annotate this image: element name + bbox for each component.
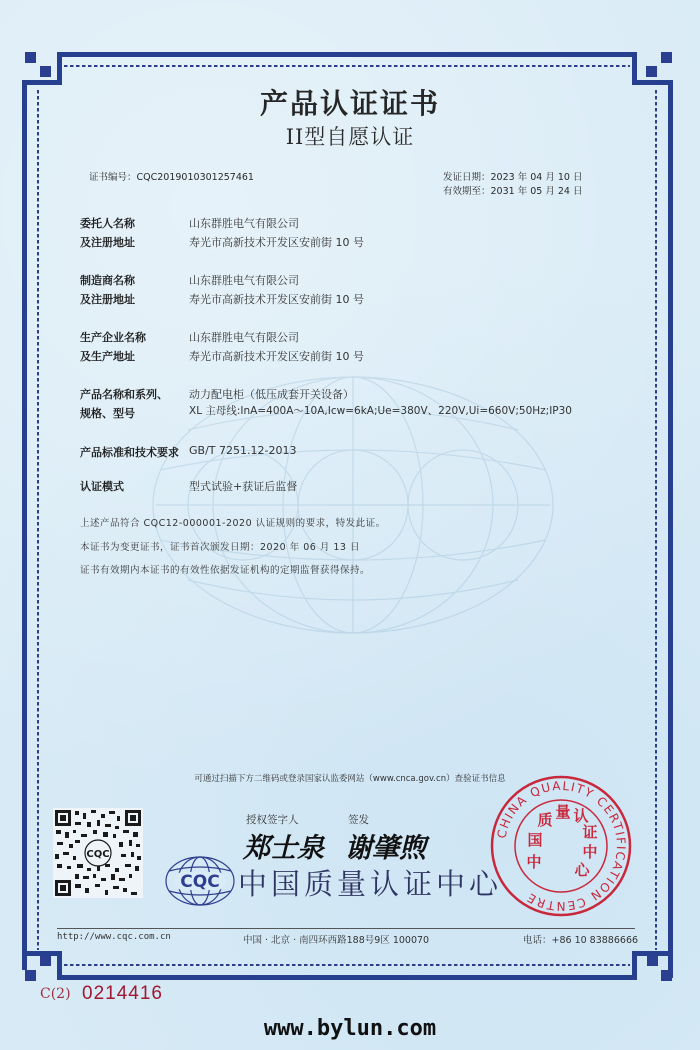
svg-text:中: 中: [526, 853, 542, 871]
svg-text:证: 证: [582, 823, 598, 841]
certificate-number-label: 证书编号：: [89, 172, 137, 183]
field-label: 产品标准和技术要求: [80, 446, 179, 459]
qr-code[interactable]: [53, 808, 143, 898]
svg-text:CHINA QUALITY CERTIFICATION CE: CHINA QUALITY CERTIFICATION CENTRE: [494, 778, 629, 914]
field-value: 山东群胜电气有限公司: [189, 331, 299, 344]
certificate-title: 产品认证证书: [259, 87, 440, 120]
note-line: 本证书为变更证书，证书首次颁发日期：2020 年 06 月 13 日: [80, 542, 360, 553]
field-label: 产品名称和系列、: [80, 388, 168, 401]
serial-prefix: C(2): [40, 986, 71, 1002]
footer-phone: 电话：+86 10 83886666: [523, 935, 639, 946]
authorized-signature: 郑士泉: [243, 833, 324, 864]
footer-divider: [57, 928, 635, 929]
field-label: 及注册地址: [80, 236, 135, 249]
border-bottom: [57, 975, 637, 980]
dotted-top: [64, 65, 630, 67]
border-left-lower: [22, 80, 27, 956]
field-label: 认证模式: [80, 480, 124, 493]
footer-website[interactable]: http://www.cqc.com.cn: [57, 932, 171, 942]
dotted-left: [37, 90, 39, 950]
official-seal-stamp: [490, 775, 632, 917]
field-label: 及注册地址: [80, 293, 135, 306]
field-value: 山东群胜电气有限公司: [189, 274, 299, 287]
field-label: 制造商名称: [80, 274, 135, 287]
certificate-number: [89, 169, 254, 183]
field-value: 山东群胜电气有限公司: [189, 217, 299, 230]
certificate-subtitle: II型自愿认证: [285, 125, 415, 149]
svg-text:CQC: CQC: [180, 872, 220, 892]
corner-square-bl-2: [25, 970, 36, 981]
border-top: [57, 52, 637, 57]
field-label: 及生产地址: [80, 350, 135, 363]
dotted-right: [655, 90, 657, 950]
issue-date-label: 发证日期：: [443, 172, 491, 183]
dotted-bottom: [64, 964, 630, 966]
expiry-date: [443, 183, 582, 197]
field-value: 寿光市高新技术开发区安前街 10 号: [189, 293, 364, 306]
field-value: 型式试验+获证后监督: [189, 480, 298, 493]
corner-square-bl-1: [40, 955, 51, 966]
expiry-date-label: 有效期至：: [443, 186, 491, 197]
field-label: 生产企业名称: [80, 331, 146, 344]
svg-text:质: 质: [537, 811, 553, 829]
svg-text:量: 量: [555, 803, 571, 821]
field-value: 动力配电柜（低压成套开关设备）: [189, 388, 354, 401]
note-line: 证书有效期内本证书的有效性依据发证机构的定期监督获得保持。: [80, 565, 371, 576]
serial-number: 0214416: [82, 983, 163, 1004]
expiry-date-value: 2031 年 05 月 24 日: [490, 186, 583, 197]
svg-text:心: 心: [574, 861, 590, 879]
field-value: GB/T 7251.12-2013: [189, 444, 297, 457]
corner-square-tr-2: [646, 66, 657, 77]
corner-square-br-1: [647, 955, 658, 966]
border-top-left-step: [57, 52, 62, 82]
verify-instructions: 可通过扫描下方二维码或登录国家认监委网站（www.cnca.gov.cn）查验证书信息: [194, 774, 506, 784]
issuer-label: 签发: [348, 814, 369, 826]
field-label: 规格、型号: [80, 407, 135, 420]
corner-square-tl-2: [40, 66, 51, 77]
note-line: 上述产品符合 CQC12-000001-2020 认证规则的要求，特发此证。: [80, 518, 386, 529]
organization-name: 中国质量认证中心: [238, 867, 503, 901]
field-label: 委托人名称: [80, 217, 135, 230]
footer-address: 中国 · 北京 · 南四环西路188号9区 100070: [243, 935, 430, 946]
corner-square-tl-1: [25, 52, 36, 63]
authorized-signatory-label: 授权签字人: [246, 814, 299, 826]
svg-text:国: 国: [527, 831, 543, 849]
issue-date: [443, 169, 582, 183]
corner-square-br-2: [661, 970, 672, 981]
issue-date-value: 2023 年 04 月 10 日: [490, 172, 583, 183]
certificate-number-value: CQC2019010301257461: [136, 172, 254, 183]
cqc-logo: [164, 855, 236, 907]
issuer-signature: 谢肇煦: [345, 833, 426, 864]
field-value: 寿光市高新技术开发区安前街 10 号: [189, 236, 364, 249]
site-watermark: www.bylun.com: [263, 1016, 437, 1041]
svg-text:中: 中: [582, 843, 598, 861]
svg-text:认: 认: [573, 807, 589, 825]
border-right: [668, 80, 673, 978]
corner-square-tr-1: [661, 52, 672, 63]
field-value: 寿光市高新技术开发区安前街 10 号: [189, 350, 364, 363]
field-value: XL 主母线:InA=400A～10A,Icw=6kA;Ue=380V、220V,Ui=660V;50Hz;IP30: [189, 405, 572, 417]
svg-text:CQC: CQC: [86, 849, 110, 860]
